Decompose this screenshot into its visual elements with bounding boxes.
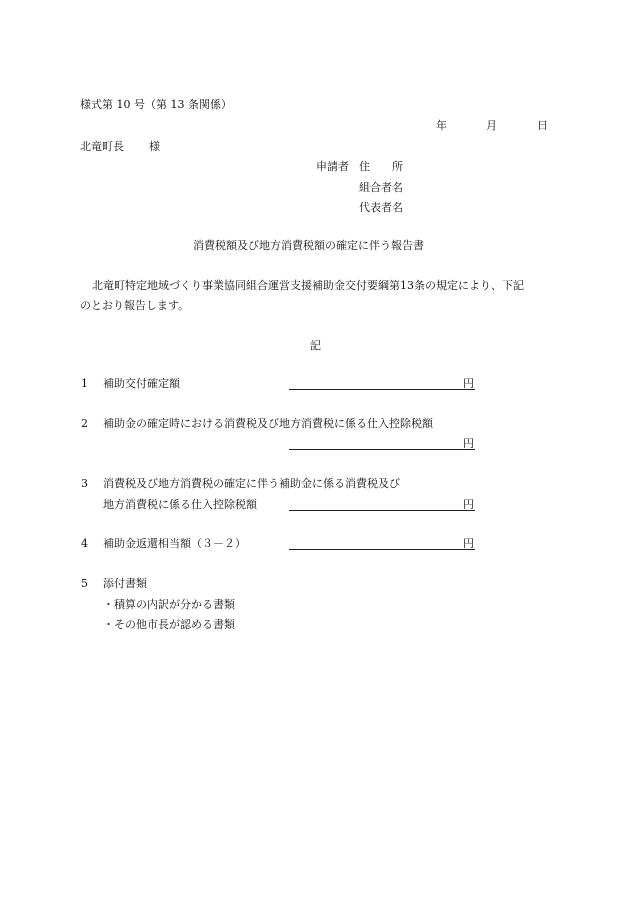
item-3-amount-line bbox=[289, 510, 475, 511]
date-month: 月 bbox=[486, 119, 497, 132]
item-1-number: 1 bbox=[81, 377, 88, 390]
ki-heading: 記 bbox=[310, 339, 321, 352]
item-2-amount-line bbox=[289, 449, 475, 450]
item-4-label: 補助金返還相当額（３－２） bbox=[103, 537, 246, 550]
item-3-label-line-2: 地方消費税に係る仕入控除税額 bbox=[103, 498, 257, 511]
union-label: 組合者名 bbox=[359, 181, 403, 194]
item-2-label: 補助金の確定時における消費税及び地方消費税に係る仕入控除税額 bbox=[103, 417, 433, 430]
date-day: 日 bbox=[537, 119, 548, 132]
item-4-number: 4 bbox=[81, 537, 88, 550]
item-2-yen: 円 bbox=[463, 437, 474, 450]
honorific: 様 bbox=[149, 140, 160, 153]
applicant-label: 申請者 bbox=[316, 160, 349, 173]
item-1-label: 補助交付確定額 bbox=[103, 377, 180, 390]
item-5-label: 添付書類 bbox=[103, 577, 147, 590]
attachment-item-1: ・積算の内訳が分かる書類 bbox=[103, 598, 235, 611]
body-line-1: 北竜町特定地域づくり事業協同組合運営支援補助金交付要綱第13条の規定により、下記 bbox=[92, 279, 524, 292]
item-4-amount-line bbox=[289, 549, 475, 550]
addressee: 北竜町長 bbox=[80, 140, 124, 153]
form-number: 様式第 10 号（第 13 条関係） bbox=[80, 98, 232, 111]
attachment-item-2: ・その他市長が認める書類 bbox=[103, 618, 235, 631]
item-1-amount-line bbox=[289, 389, 475, 390]
date-year: 年 bbox=[436, 119, 447, 132]
item-5-number: 5 bbox=[81, 577, 88, 590]
document-title: 消費税額及び地方消費税額の確定に伴う報告書 bbox=[193, 239, 424, 252]
body-line-2: のとおり報告します。 bbox=[80, 299, 190, 312]
address-label: 住 所 bbox=[359, 160, 403, 173]
item-3-number: 3 bbox=[81, 477, 88, 490]
item-3-yen: 円 bbox=[463, 498, 474, 511]
item-4-yen: 円 bbox=[463, 537, 474, 550]
representative-label: 代表者名 bbox=[359, 201, 403, 214]
item-2-number: 2 bbox=[81, 417, 88, 430]
item-3-label: 消費税及び地方消費税の確定に伴う補助金に係る消費税及び bbox=[103, 477, 400, 490]
item-1-yen: 円 bbox=[463, 377, 474, 390]
